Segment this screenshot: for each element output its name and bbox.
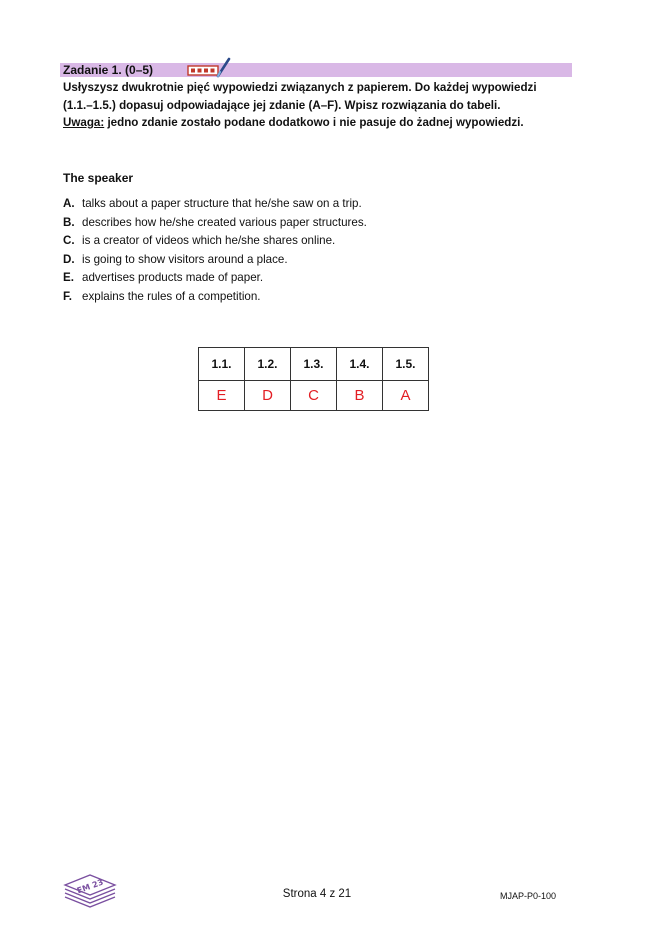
instruction-line-1: Usłyszysz dwukrotnie pięć wypowiedzi związanych z papierem. Do każdej wypowiedzi	[63, 81, 537, 94]
option-d	[63, 251, 367, 270]
answer-table	[198, 347, 429, 411]
document-code: MJAP-P0-100	[500, 891, 557, 901]
answer-header-cell: 1.2.	[245, 348, 291, 381]
answer-cell-1-3[interactable]: C	[291, 381, 337, 411]
option-letter: F.	[63, 289, 73, 303]
answer-cell-1-4[interactable]: B	[337, 381, 383, 411]
answer-header-cell: 1.5.	[383, 348, 429, 381]
option-letter: E.	[63, 271, 74, 284]
option-text: is going to show visitors around a place.	[82, 252, 288, 266]
page-number: Strona 4 z 21	[282, 888, 352, 900]
option-text: describes how he/she created various paper structures.	[82, 215, 367, 229]
options-list	[63, 195, 367, 306]
answer-header-cell: 1.4.	[337, 348, 383, 381]
option-e	[63, 269, 367, 288]
option-letter: C.	[63, 234, 75, 247]
answer-header-cell: 1.1.	[199, 348, 245, 381]
task-title: Zadanie 1. (0–5)	[63, 63, 154, 77]
option-text: advertises products made of paper.	[82, 271, 264, 284]
speaker-heading: The speaker	[63, 171, 134, 185]
answer-table-header-row	[199, 348, 429, 381]
option-f	[63, 288, 367, 307]
headphones-recording-icon	[187, 56, 233, 80]
answer-cell-1-2[interactable]: D	[245, 381, 291, 411]
instruction-line-2: (1.1.–1.5.) dopasuj odpowiadające jej zdanie (A–F). Wpisz rozwiązania do tabeli.	[63, 98, 501, 112]
answer-cell-1-5[interactable]: A	[383, 381, 429, 411]
answer-cell-1-1[interactable]: E	[199, 381, 245, 411]
option-text: talks about a paper structure that he/she saw on a trip.	[82, 197, 362, 210]
task-instructions	[63, 79, 578, 132]
option-text: is a creator of videos which he/she shares online.	[82, 234, 336, 247]
note-label: Uwaga:	[63, 116, 105, 129]
instruction-note	[63, 114, 578, 132]
option-b	[63, 214, 367, 233]
svg-text:EM 23: EM 23	[75, 877, 105, 896]
option-letter: B.	[63, 215, 75, 229]
option-a	[63, 195, 367, 214]
option-letter: D.	[63, 252, 75, 266]
answer-table-answer-row	[199, 381, 429, 411]
option-letter: A.	[63, 197, 75, 210]
option-c	[63, 232, 367, 251]
option-text: explains the rules of a competition.	[82, 289, 261, 303]
note-text: jedno zdanie zostało podane dodatkowo i nie pasuje do żadnej wypowiedzi.	[104, 116, 524, 129]
answer-header-cell: 1.3.	[291, 348, 337, 381]
